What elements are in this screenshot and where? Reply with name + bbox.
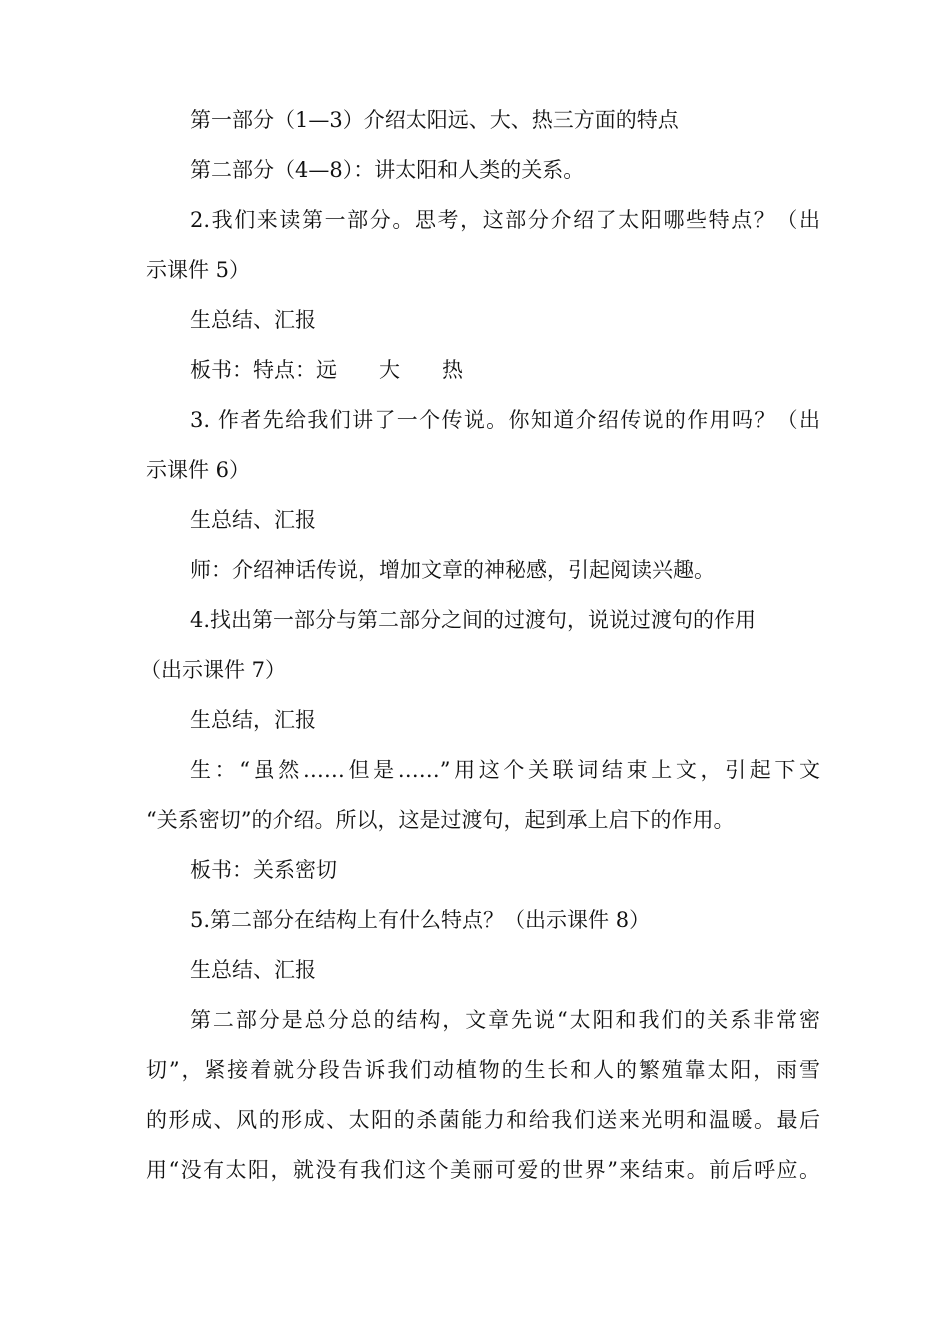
text-line: 生总结，汇报 [190, 708, 316, 732]
text-line: “关系密切”的介绍。所以，这是过渡句，起到承上启下的作用。 [146, 808, 735, 832]
text-line: 切”，紧接着就分段告诉我们动植物的生长和人的繁殖靠太阳，雨雪 [146, 1058, 820, 1082]
text-line: 生总结、汇报 [190, 308, 316, 332]
text-line: 板书：特点：远 大 热 [190, 358, 463, 382]
text-line: 5.第二部分在结构上有什么特点？（出示课件 8） [190, 908, 651, 932]
text-line: 示课件 5） [146, 258, 251, 282]
text-line: 第二部分（4—8）：讲太阳和人类的关系。 [190, 158, 585, 182]
text-line: 第二部分是总分总的结构，文章先说“太阳和我们的关系非常密 [190, 1008, 820, 1032]
text-line: （出示课件 7） [140, 658, 287, 682]
text-line: 板书：关系密切 [190, 858, 337, 882]
text-line: 示课件 6） [146, 458, 251, 482]
text-line: 的形成、风的形成、太阳的杀菌能力和给我们送来光明和温暖。最后 [146, 1108, 820, 1132]
text-line: 师：介绍神话传说，增加文章的神秘感，引起阅读兴趣。 [190, 558, 715, 582]
text-line: 第一部分（1—3）介绍太阳远、大、热三方面的特点 [190, 108, 679, 132]
text-line: 生：“虽然……但是……”用这个关联词结束上文，引起下文 [190, 758, 820, 782]
text-line: 生总结、汇报 [190, 508, 316, 532]
text-line: 用“没有太阳，就没有我们这个美丽可爱的世界”来结束。前后呼应。 [146, 1158, 820, 1182]
text-line: 4.找出第一部分与第二部分之间的过渡句，说说过渡句的作用 [190, 608, 757, 632]
text-line: 2.我们来读第一部分。思考，这部分介绍了太阳哪些特点？（出 [190, 208, 820, 232]
text-line: 生总结、汇报 [190, 958, 316, 982]
text-line: 3. 作者先给我们讲了一个传说。你知道介绍传说的作用吗？（出 [190, 408, 820, 432]
